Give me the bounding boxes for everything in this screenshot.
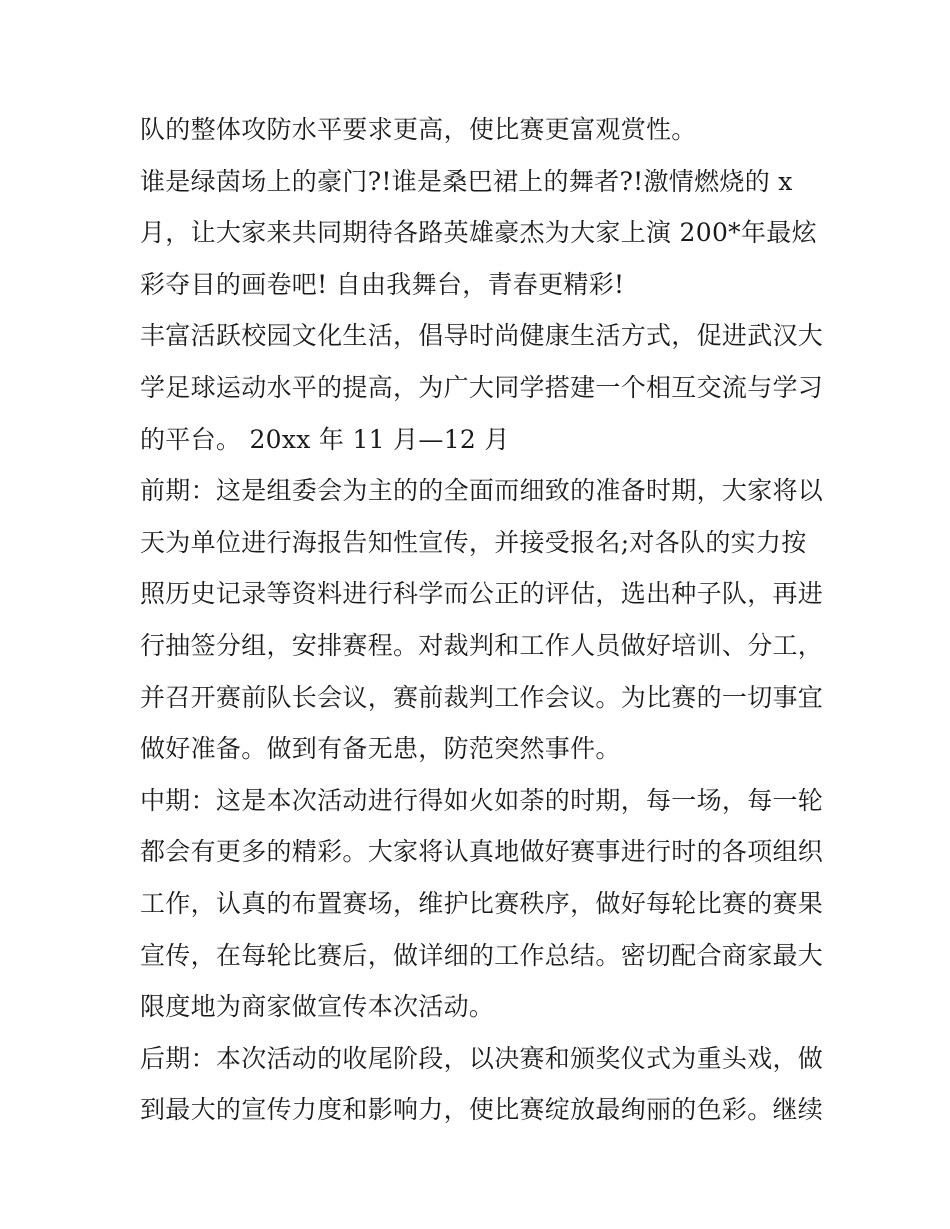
text-line: 队的整体攻防水平要求更高，使比赛更富观赏性。 [140,115,697,144]
text-line: 天为单位进行海报告知性宣传，并接受报名;对各队的实力按 [140,527,807,557]
text-line: 前期：这是组委会为主的的全面而细致的准备时期，大家将以 [140,476,824,506]
text-line: 宣传，在每轮比赛后，做详细的工作总结。密切配合商家最大 [140,940,824,970]
text-line: 做好准备。做到有备无患，防范突然事件。 [140,734,621,764]
text-line: 照历史记录等资料进行科学而公正的评估，选出种子队，再进 [140,579,824,609]
text-line: 彩夺目的画卷吧! 自由我舞台，青春更精彩! [140,269,625,299]
text-line: 行抽签分组，安排赛程。对裁判和工作人员做好培训、分工， [140,630,824,660]
text-line: 的平台。 20xx 年 11 月—12 月 [140,424,510,454]
text-line: 工作，认真的布置赛场，维护比赛秩序，做好每轮比赛的赛果 [140,888,824,918]
text-line: 并召开赛前队长会议，赛前裁判工作会议。为比赛的一切事宜 [140,682,824,712]
text-line: 谁是绿茵场上的豪门?!谁是桑巴裙上的舞者?!激情燃烧的 x [140,166,793,196]
text-line: 月，让大家来共同期待各路英雄豪杰为大家上演 200*年最炫 [140,218,817,248]
document-body [140,108,824,1140]
text-line: 学足球运动水平的提高，为广大同学搭建一个相互交流与学习 [140,372,824,402]
text-line: 都会有更多的精彩。大家将认真地做好赛事进行时的各项组织 [140,837,824,867]
text-line: 中期：这是本次活动进行得如火如荼的时期，每一场，每一轮 [140,785,824,815]
text-line: 到最大的宣传力度和影响力，使比赛绽放最绚丽的色彩。继续 [140,1095,824,1125]
text-line: 限度地为商家做宣传本次活动。 [140,992,495,1022]
text-line: 后期：本次活动的收尾阶段，以决赛和颁奖仪式为重头戏，做 [140,1043,824,1073]
text-line: 丰富活跃校园文化生活，倡导时尚健康生活方式，促进武汉大 [140,321,824,351]
